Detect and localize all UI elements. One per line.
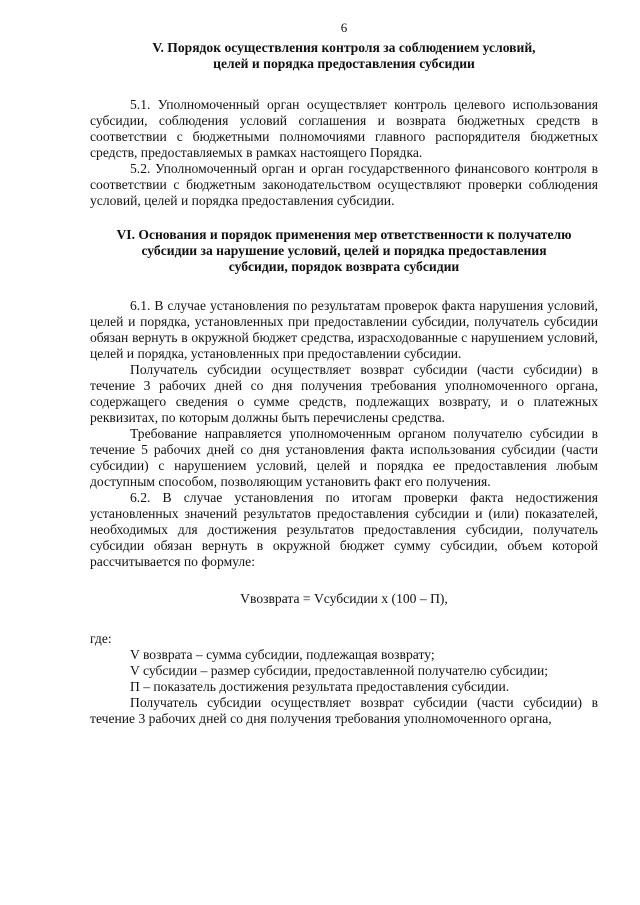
formula-where: где:	[90, 631, 112, 646]
paragraph-refund-deadline-2: Получатель субсидии осуществляет возврат субсидии (части субсидии) в течение 3 рабочих дней со дня получения требования уполномоченного органа,	[90, 695, 598, 726]
section-6-heading	[90, 227, 598, 275]
paragraph-5-2: 5.2. Уполномоченный орган и орган государственного финансового контроля в соответствии с бюджетным законодательством осуществляют проверки соблюдения условий, целей и порядка предоставления субсидии.	[90, 161, 598, 208]
definition-v-refund: V возврата – сумма субсидии, подлежащая возврату;	[130, 647, 435, 662]
section-6-title-line-2: субсидии за нарушение условий, целей и порядка предоставления	[141, 243, 547, 258]
refund-formula: Vвозврата = Vсубсидии х (100 – П),	[240, 591, 448, 606]
paragraph-requirement: Требование направляется уполномоченным органом получателю субсидии в течение 5 рабочих дней со дня установления факта использования субсидии (части субсидии) с нарушением условий, целей и порядка ее предоставления любым доступным способом, позволяющим установить факт его получения.	[90, 426, 598, 489]
definition-v-subsidy: V субсидии – размер субсидии, предоставленной получателю субсидии;	[130, 663, 548, 678]
section-5-title-line-1: V. Порядок осуществления контроля за соблюдением условий,	[152, 40, 536, 55]
paragraph-6-2: 6.2. В случае установления по итогам проверки факта недостижения установленных значений результатов предоставления субсидии и (или) показателей, необходимых для достижения результатов предоставления субсидии, получатель субсидии обязан вернуть в окружной бюджет сумму субсидии, объем которой рассчитывается по формуле:	[90, 490, 598, 569]
paragraph-refund-deadline: Получатель субсидии осуществляет возврат субсидии (части субсидии) в течение 3 рабочих дней со дня получения требования уполномоченного органа, содержащего сведения о сумме средств, подлежащих возврату, и о платежных реквизитах, по которым должны быть перечислены средства.	[90, 362, 598, 425]
paragraph-5-1: 5.1. Уполномоченный орган осуществляет контроль целевого использования субсидии, соблюдения условий соглашения и возврата бюджетных средств в соответствии с бюджетными полномочиями главного распорядителя бюджетных средств, предоставляемых в рамках настоящего Порядка.	[90, 97, 598, 160]
section-5-title-line-2: целей и порядка предоставления субсидии	[213, 56, 475, 71]
section-6-title-line-3: субсидии, порядок возврата субсидии	[228, 259, 460, 274]
document-page	[90, 20, 598, 727]
section-5-heading	[90, 40, 598, 72]
section-6-title-line-1: VI. Основания и порядок применения мер ответственности к получателю	[116, 227, 572, 242]
definition-p-indicator: П – показатель достижения результата предоставления субсидии.	[130, 679, 510, 694]
page-number: 6	[340, 20, 348, 35]
paragraph-6-1: 6.1. В случае установления по результатам проверок факта нарушения условий, целей и порядка, установленных при предоставлении субсидии, получатель субсидии обязан вернуть в окружной бюджет средства, израсходованные с нарушением условий, целей и порядка, установленных при предоставлении субсидии.	[90, 298, 598, 361]
